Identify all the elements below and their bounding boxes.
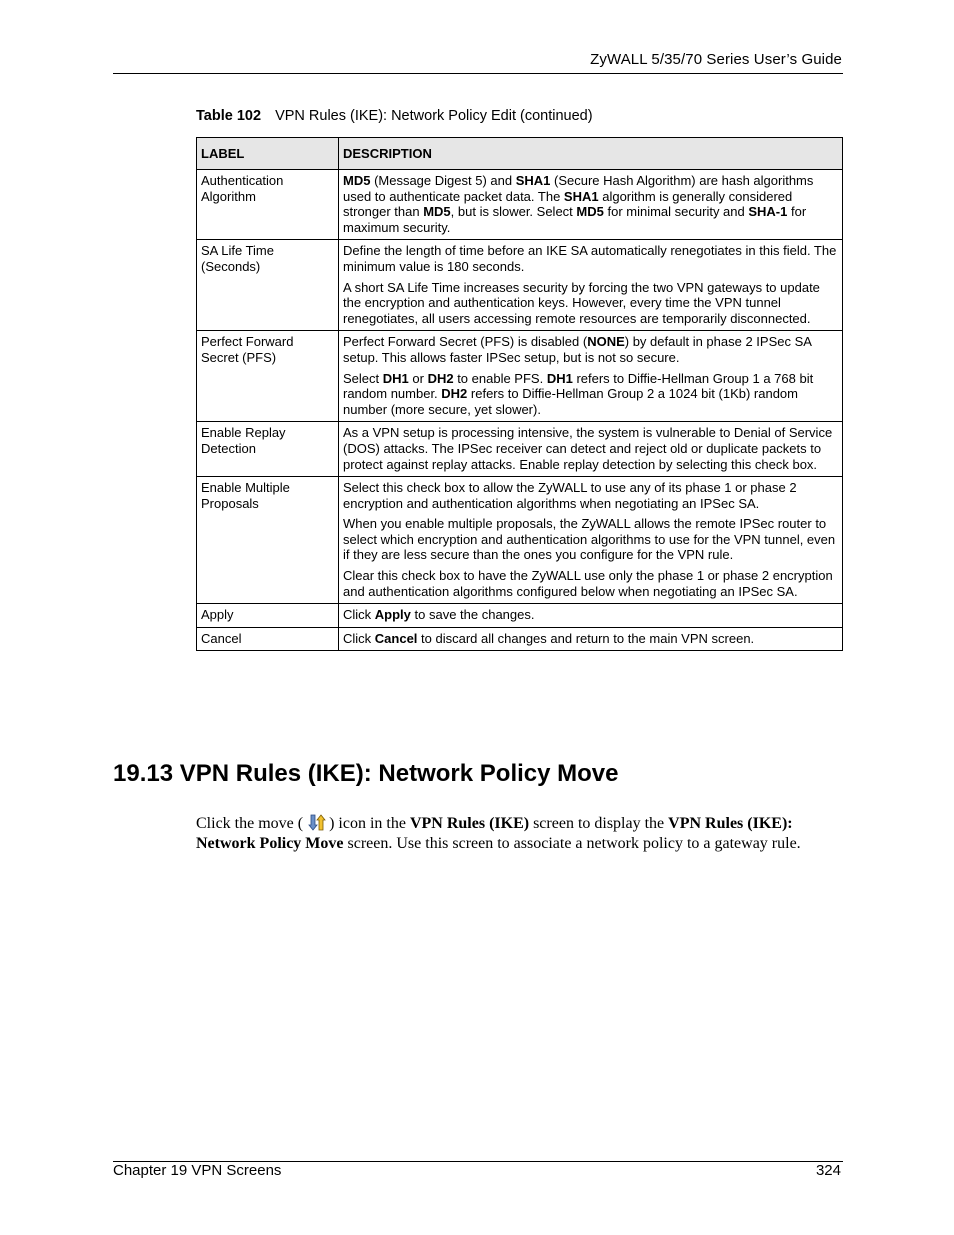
text-run: algorithm is generally considered stronger than: [343, 188, 793, 220]
text-run: screen to display the: [529, 815, 669, 832]
table-row: [197, 477, 843, 604]
text-run: for maximum security.: [343, 204, 807, 235]
row-description: [339, 627, 843, 651]
bold-term: SHA1: [563, 188, 599, 204]
text-run: As a VPN setup is processing intensive, the system is vulnerable to Denial of Service (DOS) attacks. The IPSec receiver can detect and reject old or duplicate packets to protect against replay attacks. Enable replay detection by selecting this check box.: [343, 425, 833, 472]
table-row: [197, 627, 843, 651]
bold-term: DH2: [427, 370, 454, 386]
text-run: Define the length of time before an IKE SA automatically renegotiates in this field. The minimum value is 180 seconds.: [343, 243, 837, 274]
text-run: to save the changes.: [410, 607, 535, 623]
table-row: [197, 170, 843, 240]
text-run: for minimal security and: [603, 204, 749, 220]
row-label: Enable Replay Detection: [197, 422, 339, 477]
text-run: Clear this check box to have the ZyWALL use only the phase 1 or phase 2 encryption and authentication algorithms configured below when negotiating an IPSec SA.: [343, 568, 833, 599]
table-row: [197, 422, 843, 477]
text-run: to enable PFS.: [453, 370, 547, 386]
footer-page-number: 324: [815, 1162, 841, 1179]
row-description: [339, 604, 843, 628]
text-run: ) by default in phase 2 IPSec SA setup. This allows faster IPSec setup, but is not so secure.: [343, 334, 812, 365]
label-description-table: [196, 137, 843, 651]
text-run: (Message Digest 5) and: [370, 173, 516, 188]
text-run: screen. Use this screen to associate a network policy to a gateway rule.: [343, 835, 801, 852]
bold-term: SHA-1: [748, 204, 788, 220]
column-header-label: LABEL: [197, 138, 339, 170]
bold-term: MD5: [343, 173, 371, 188]
table-body: [197, 170, 843, 651]
text-run: refers to Diffie-Hellman Group 1 a 768 bit random number.: [343, 370, 814, 402]
description-paragraph: [343, 243, 838, 274]
row-label: Apply: [197, 604, 339, 628]
footer-chapter: Chapter 19 VPN Screens: [113, 1162, 282, 1179]
description-paragraph: [343, 480, 838, 511]
description-paragraph: [343, 371, 838, 418]
table-caption-label: Table 102: [196, 108, 262, 124]
description-paragraph: [343, 607, 838, 623]
row-description: [339, 331, 843, 422]
header-rule: [113, 73, 843, 74]
text-run: Select: [343, 370, 383, 386]
row-label: Authentication Algorithm: [197, 170, 339, 240]
row-description: [339, 170, 843, 240]
bold-term: VPN Rules (IKE): Network Policy Move: [196, 815, 793, 852]
bold-term: DH1: [546, 370, 573, 386]
text-run: Click: [343, 607, 375, 623]
move-icon: [308, 814, 328, 831]
paragraph-lead: Click the move (: [196, 815, 308, 832]
table-caption: [196, 108, 593, 124]
text-run: Click: [343, 630, 375, 646]
bold-term: MD5: [423, 204, 451, 220]
text-run: ) icon in the: [329, 815, 410, 832]
description-paragraph: [343, 334, 838, 365]
row-label: Enable Multiple Proposals: [197, 477, 339, 604]
bold-term: DH1: [382, 370, 409, 386]
text-run: Perfect Forward Secret (PFS) is disabled (: [343, 334, 588, 350]
bold-term: SHA1: [515, 173, 551, 188]
text-run: , but is slower. Select: [450, 204, 577, 220]
table-row: [197, 240, 843, 331]
row-label: Perfect Forward Secret (PFS): [197, 331, 339, 422]
row-label: SA Life Time (Seconds): [197, 240, 339, 331]
text-run: refers to Diffie-Hellman Group 2 a 1024 bit (1Kb) random number (more secure, yet slower).: [343, 386, 798, 417]
row-description: [339, 422, 843, 477]
description-paragraph: [343, 568, 838, 599]
row-description: [339, 477, 843, 604]
bold-term: DH2: [441, 386, 468, 402]
text-run: (Secure Hash Algorithm) are hash algorithms used to authenticate packet data. The: [343, 173, 814, 204]
column-header-description: DESCRIPTION: [339, 138, 843, 170]
bold-term: NONE: [587, 334, 625, 350]
table-header-row: [197, 138, 843, 170]
table-row: [197, 604, 843, 628]
bold-term: MD5: [576, 204, 604, 220]
table-row: [197, 331, 843, 422]
text-run: to discard all changes and return to the main VPN screen.: [417, 630, 755, 646]
running-header: ZyWALL 5/35/70 Series User’s Guide: [590, 51, 842, 68]
description-paragraph: [343, 280, 838, 327]
description-paragraph: [343, 631, 838, 647]
description-paragraph: [343, 173, 838, 235]
section-paragraph: [196, 814, 846, 854]
bold-term: Apply: [374, 607, 411, 623]
text-run: Select this check box to allow the ZyWALL to use any of its phase 1 or phase 2 encryption and authentication algorithms when negotiating an IPSec SA.: [343, 480, 797, 511]
bold-term: Cancel: [374, 630, 418, 646]
description-paragraph: [343, 425, 838, 472]
table-caption-text: VPN Rules (IKE): Network Policy Edit (continued): [275, 108, 593, 124]
text-run: When you enable multiple proposals, the ZyWALL allows the remote IPSec router to select which encryption and authentication algorithms to use for the VPN tunnel, even if they are less secure than the ones you configure for the VPN rule.: [343, 516, 836, 563]
row-label: Cancel: [197, 627, 339, 651]
row-description: [339, 240, 843, 331]
description-paragraph: [343, 516, 838, 563]
text-run: A short SA Life Time increases security by forcing the two VPN gateways to update the encryption and authentication keys. However, every time the VPN tunnel renegotiates, all users accessing remote resources are temporarily disconnected.: [343, 279, 820, 326]
section-heading: 19.13 VPN Rules (IKE): Network Policy Move: [113, 760, 619, 787]
text-run: or: [408, 370, 428, 386]
bold-term: VPN Rules (IKE): [409, 815, 530, 832]
